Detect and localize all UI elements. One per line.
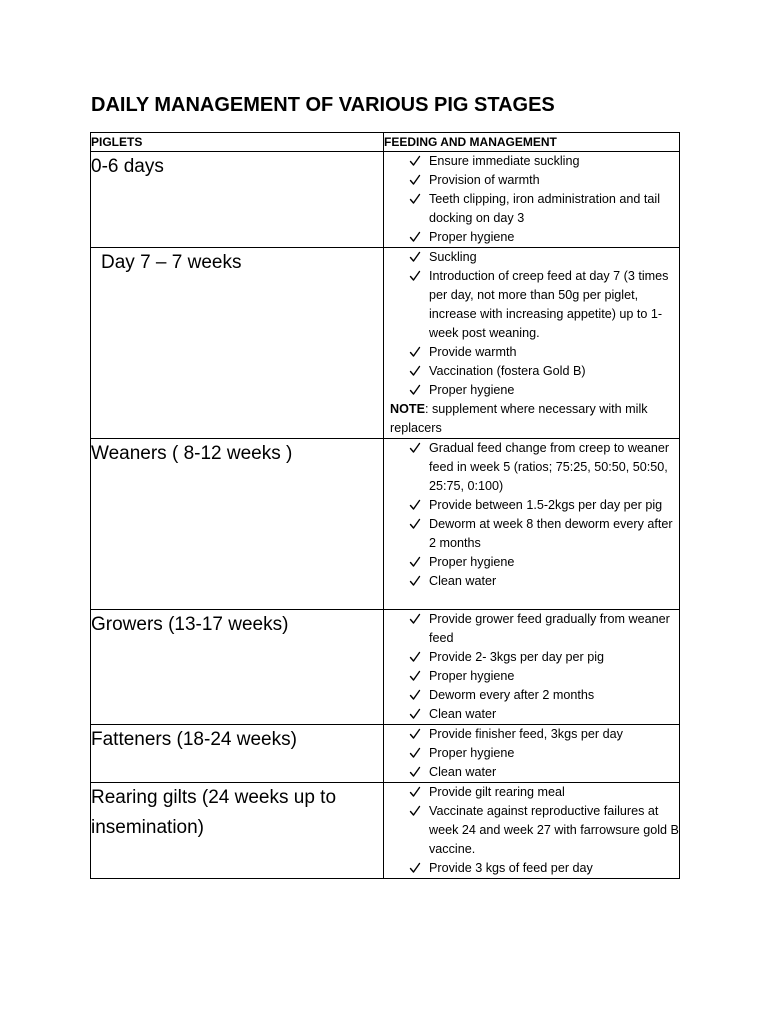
note-text [384,400,679,438]
list-item-text: Provide warmth [429,345,517,359]
note-body: : supplement where necessary with milk replacers [390,402,648,435]
table-row [91,725,680,783]
list-item-text: Deworm every after 2 months [429,688,595,702]
checkmark-icon [409,190,421,209]
list-item-text: Clean water [429,765,497,779]
list-item [384,725,679,744]
stage-cell: Day 7 – 7 weeks [91,248,384,439]
checkmark-icon [409,744,421,763]
list-item-text: Proper hygiene [429,230,515,244]
list-item [384,362,679,381]
table-row [91,152,680,248]
stage-cell: Rearing gilts (24 weeks up to insemination) [91,783,384,879]
stage-cell: Weaners ( 8-12 weeks ) [91,439,384,610]
checklist [384,248,679,400]
list-item-text: Provide 2- 3kgs per day per pig [429,650,605,664]
list-item [384,802,679,859]
list-item-text: Proper hygiene [429,383,515,397]
list-item [384,572,679,591]
list-item [384,439,679,496]
checkmark-icon [409,686,421,705]
note-label: NOTE [390,402,425,416]
list-item [384,515,679,553]
list-item-text: Deworm at week 8 then deworm every after 2 months [429,517,673,550]
checkmark-icon [409,859,421,878]
list-item-text: Provision of warmth [429,173,540,187]
list-item [384,705,679,724]
list-item-text: Provide grower feed gradually from weaner feed [429,612,670,645]
list-item [384,190,679,228]
list-item-text: Provide 3 kgs of feed per day [429,861,593,875]
list-item [384,859,679,878]
list-item [384,667,679,686]
checkmark-icon [409,572,421,591]
checkmark-icon [409,648,421,667]
stage-cell: Growers (13-17 weeks) [91,610,384,725]
list-item-text: Vaccinate against reproductive failures at week 24 and week 27 with farrowsure gold B vaccine. [429,804,679,856]
table-row [91,439,680,610]
checkmark-icon [409,171,421,190]
list-item-text: Provide finisher feed, 3kgs per day [429,727,623,741]
list-item-text: Gradual feed change from creep to weaner feed in week 5 (ratios; 75:25, 50:50, 50:50, 25:75, 0:100) [429,441,670,493]
table-row [91,248,680,439]
feeding-cell [384,610,680,725]
list-item-text: Suckling [429,250,477,264]
checkmark-icon [409,667,421,686]
stage-cell: Fatteners (18-24 weeks) [91,725,384,783]
checkmark-icon [409,705,421,724]
list-item [384,496,679,515]
table-row [91,610,680,725]
checkmark-icon [409,343,421,362]
checkmark-icon [409,515,421,534]
list-item-text: Provide gilt rearing meal [429,785,565,799]
checkmark-icon [409,725,421,744]
checklist [384,610,679,724]
table-header-row [91,133,680,152]
column-header-feeding: FEEDING AND MANAGEMENT [384,133,680,152]
list-item-text: Provide between 1.5-2kgs per day per pig [429,498,663,512]
list-item-text: Clean water [429,574,497,588]
checkmark-icon [409,228,421,247]
list-item [384,686,679,705]
checkmark-icon [409,783,421,802]
checkmark-icon [409,381,421,400]
checkmark-icon [409,763,421,782]
list-item [384,248,679,267]
checkmark-icon [409,152,421,171]
feeding-cell [384,725,680,783]
checklist [384,783,679,878]
list-item [384,171,679,190]
feeding-cell [384,783,680,879]
checkmark-icon [409,439,421,458]
list-item [384,343,679,362]
list-item-text: Proper hygiene [429,555,515,569]
list-item-text: Introduction of creep feed at day 7 (3 times per day, not more than 50g per piglet, increase with increasing appetite) up to 1-week post weaning. [429,269,669,340]
list-item-text: Proper hygiene [429,746,515,760]
stage-cell: 0-6 days [91,152,384,248]
column-header-stage: PIGLETS [91,133,384,152]
list-item [384,648,679,667]
checklist [384,725,679,782]
list-item-text: Clean water [429,707,497,721]
checkmark-icon [409,248,421,267]
feeding-cell [384,152,680,248]
list-item-text: Proper hygiene [429,669,515,683]
checklist [384,152,679,247]
list-item-text: Vaccination (fostera Gold B) [429,364,586,378]
checklist [384,439,679,591]
page-title: DAILY MANAGEMENT OF VARIOUS PIG STAGES [91,94,555,116]
table-row [91,783,680,879]
checkmark-icon [409,802,421,821]
list-item [384,744,679,763]
list-item-text: Teeth clipping, iron administration and tail docking on day 3 [429,192,661,225]
list-item [384,228,679,247]
checkmark-icon [409,267,421,286]
checkmark-icon [409,496,421,515]
list-item [384,267,679,343]
checkmark-icon [409,553,421,572]
management-table [90,132,680,879]
checkmark-icon [409,362,421,381]
list-item [384,763,679,782]
list-item [384,553,679,572]
list-item [384,783,679,802]
feeding-cell [384,248,680,439]
list-item [384,152,679,171]
list-item-text: Ensure immediate suckling [429,154,580,168]
feeding-cell [384,439,680,610]
list-item [384,610,679,648]
list-item [384,381,679,400]
checkmark-icon [409,610,421,629]
